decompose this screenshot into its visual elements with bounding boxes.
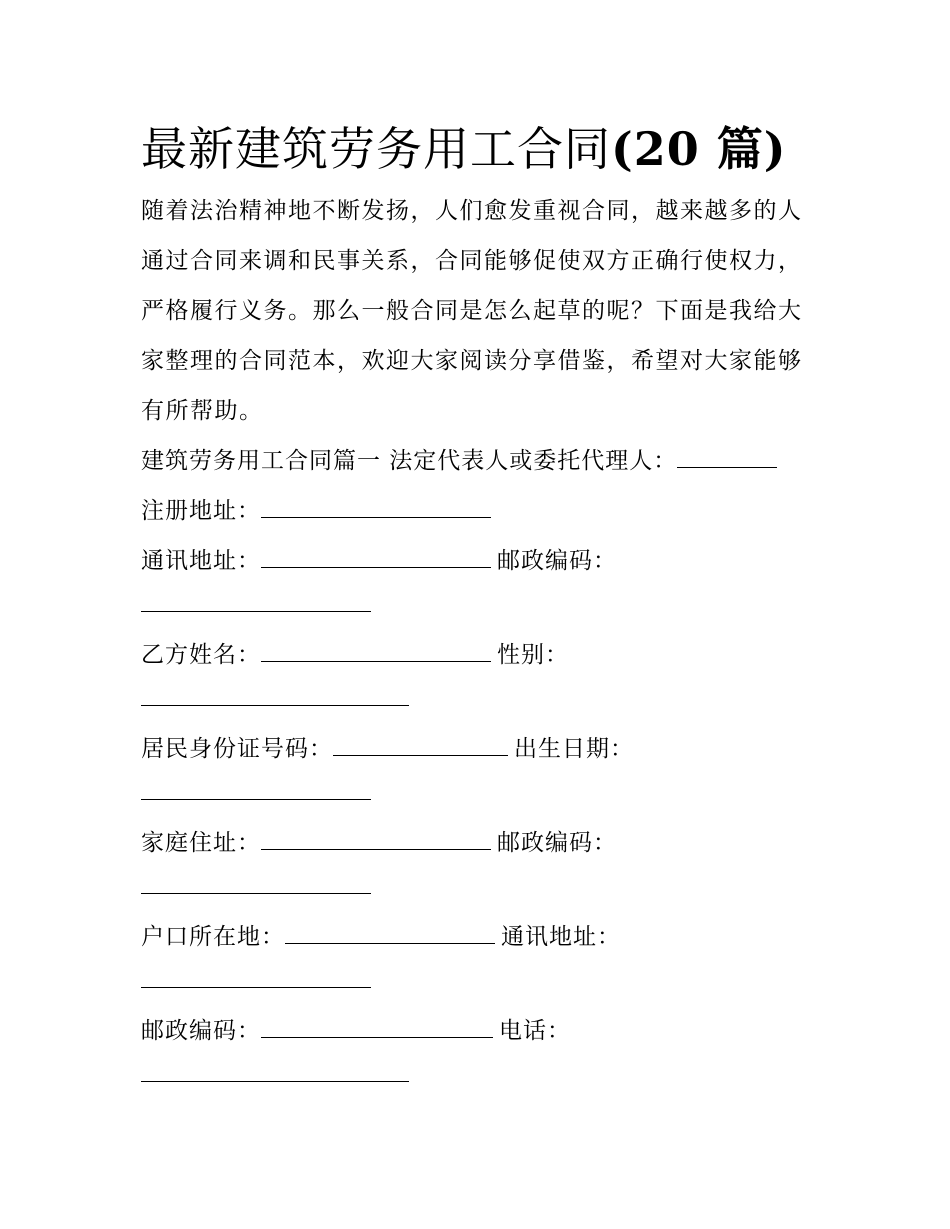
postcode-label: 邮政编码：: [497, 548, 617, 574]
postcode-2-blank: [141, 873, 371, 894]
representative-blank: [677, 447, 777, 468]
section-heading-line: [141, 436, 821, 486]
postcode-3-label: 邮政编码：: [141, 1018, 261, 1044]
postcode-3-blank: [261, 1017, 493, 1038]
title-main: 最新建筑劳务用工合同: [141, 122, 611, 176]
party-b-name-line: [141, 630, 821, 674]
register-address-blank: [261, 497, 491, 518]
home-address-blank: [261, 829, 491, 850]
mail-address-2-label: 通讯地址：: [501, 924, 621, 950]
mail-address-2-blank: [141, 967, 371, 988]
birth-date-blank-line: [141, 768, 821, 818]
postcode-2-blank-line: [141, 862, 821, 912]
register-address-line: [141, 486, 821, 536]
register-address-label: 注册地址：: [141, 498, 261, 524]
document-page: [141, 118, 821, 1100]
title-suffix: (20 篇): [611, 122, 787, 176]
home-address-label: 家庭住址：: [141, 830, 261, 856]
party-b-name-blank: [261, 641, 491, 662]
gender-blank-line: [141, 674, 821, 724]
section-heading: 建筑劳务用工合同篇一 法定代表人或委托代理人：: [141, 448, 678, 474]
home-address-line: [141, 818, 821, 862]
hukou-line: [141, 912, 821, 956]
gender-blank: [141, 685, 409, 706]
hukou-label: 户口所在地：: [141, 924, 285, 950]
intro-paragraph: 随着法治精神地不断发扬，人们愈发重视合同，越来越多的人通过合同来调和民事关系，合同能够促使双方正确行使权力，严格履行义务。那么一般合同是怎么起草的呢？下面是我给大家整理的合同范本，欢迎大家阅读分享借鉴，希望对大家能够有所帮助。: [141, 198, 803, 424]
phone-blank: [141, 1061, 409, 1082]
gender-label: 性别：: [497, 642, 569, 668]
id-number-line: [141, 724, 821, 768]
mail-address-2-blank-line: [141, 956, 821, 1006]
party-b-name-label: 乙方姓名：: [141, 642, 261, 668]
mail-address-blank: [261, 547, 491, 568]
mail-address-line: [141, 536, 821, 580]
birth-date-blank: [141, 779, 371, 800]
mail-address-label: 通讯地址：: [141, 548, 261, 574]
postcode-blank-line: [141, 580, 821, 630]
phone-blank-line: [141, 1050, 821, 1100]
birth-date-label: 出生日期：: [514, 736, 634, 762]
document-title: [141, 118, 821, 180]
postcode-blank: [141, 591, 371, 612]
id-number-label: 居民身份证号码：: [141, 736, 333, 762]
id-number-blank: [333, 735, 508, 756]
postcode-3-line: [141, 1006, 821, 1050]
hukou-blank: [285, 923, 495, 944]
postcode-2-label: 邮政编码：: [497, 830, 617, 856]
phone-label: 电话：: [499, 1018, 571, 1044]
